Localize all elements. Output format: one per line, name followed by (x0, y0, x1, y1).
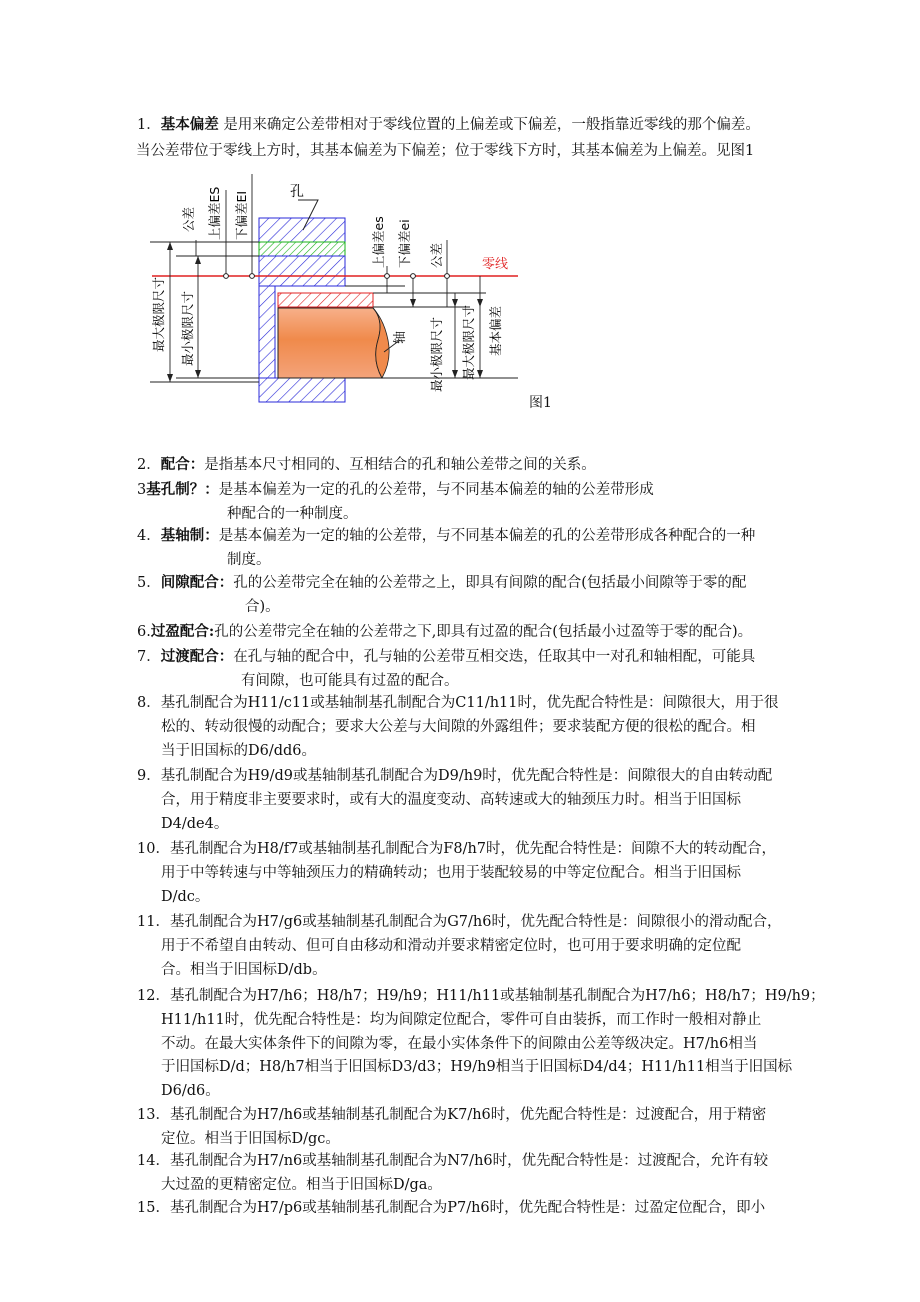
list-item-line (137, 886, 837, 910)
list-item (137, 690, 837, 763)
list-item-line (137, 789, 837, 813)
item-number: 9． (137, 768, 161, 784)
item-text: 用于不希望自由转动、但可自由移动和滑动并要求精密定位时，也可用于要求明确的定位配 (161, 938, 741, 954)
item-text: 在孔与轴的配合中，孔与轴的公差带互相交迭，任取其中一对孔和轴相配，可能具 (233, 649, 756, 665)
item-text: D6/d6。 (161, 1082, 220, 1099)
list-item (137, 836, 837, 909)
list-item-line (137, 690, 837, 716)
list-item-line (137, 836, 837, 862)
item-text: 合)。 (245, 599, 280, 615)
item-text: 是指基本尺寸相同的、互相结合的孔和轴公差带之间的关系。 (204, 457, 596, 473)
list-item (137, 570, 837, 620)
item-text: 不动。在最大实体条件下的间隙为零，在最小实体条件下的间隙由公差等级决定。H7/h6相当 (161, 1035, 758, 1052)
item-text: 基孔制配合为H7/h6或基轴制基孔制配合为K7/h6时，优先配合特性是：过渡配合，用于精密 (169, 1107, 767, 1123)
list-item-line (137, 1056, 837, 1080)
item-text: H11/h11时，优先配合特性是：均为间隙定位配合，零件可自由装拆，而工作时一般相对静止 (161, 1012, 762, 1028)
zero-line-label: 零线 (482, 257, 509, 272)
list-item (137, 763, 837, 836)
list-item-line (137, 549, 837, 573)
hole-label: 孔 (290, 184, 304, 200)
min-limit-right-label: 最小极限尺寸 (429, 316, 444, 392)
item-text: 合。相当于旧国标D/db。 (161, 961, 327, 978)
item-number: 6. (137, 624, 151, 640)
upper-dev-ES-label: 上偏差ES (207, 186, 222, 240)
item-number: 8． (137, 695, 161, 711)
intro-line-2: 当公差带位于零线上方时，其基本偏差为下偏差；位于零线下方时，其基本偏差为上偏差。见图1 (136, 143, 755, 159)
upper-dev-es-label: 上偏差es (371, 216, 386, 268)
lower-dev-ei-label: 下偏差ei (397, 219, 412, 268)
item-text: 基孔制配合为H7/g6或基轴制基孔制配合为G7/h6时，优先配合特性是：间隙很小的滑动配合， (169, 914, 782, 930)
min-limit-left-label: 最小极限尺寸 (180, 290, 195, 366)
item-text: 合，用于精度非主要要求时，或有大的温度变动、高转速或大的轴颈压力时。相当于旧国标 (161, 792, 741, 808)
list-item-line (137, 935, 837, 959)
list-item-line (137, 1102, 837, 1128)
item-number: 7． (137, 649, 161, 665)
list-item (137, 452, 837, 478)
term-basic-deviation: 基本偏差 (160, 116, 219, 133)
list-item (137, 909, 837, 982)
item-number: 13． (137, 1107, 170, 1123)
list-item-line (137, 523, 837, 549)
item-number: 1． (137, 117, 161, 133)
basic-size-label: 基本偏差 (488, 305, 503, 356)
list-item-line (137, 477, 837, 503)
item-text: 制度。 (227, 552, 271, 568)
item-term: 过渡配合： (160, 648, 234, 665)
list-item-line (137, 619, 837, 645)
list-item-line (137, 644, 837, 670)
item-text: 孔的公差带完全在轴的公差带之上，即具有间隙的配合(包括最小间隙等于零的配 (233, 575, 747, 591)
item-text: 有间隙，也可能具有过盈的配合。 (241, 673, 459, 689)
item-text: 孔的公差带完全在轴的公差带之下,即具有过盈的配合(包括最小过盈等于零的配合)。 (214, 624, 753, 640)
item-text: 松的、转动很慢的动配合；要求大公差与大间隙的外露组件；要求装配方便的很松的配合。相 (161, 719, 756, 735)
item-term: 基轴制： (160, 527, 219, 544)
item-text: 是基本偏差为一定的孔的公差带，与不同基本偏差的轴的公差带形成 (218, 482, 654, 498)
tolerance-right-label: 公差 (429, 242, 444, 268)
list-item (137, 523, 837, 573)
item-term: 过盈配合: (150, 623, 215, 640)
list-item (137, 1195, 837, 1221)
list-item-line (137, 909, 837, 935)
list-item-line (137, 1009, 837, 1033)
item-number: 15． (137, 1200, 170, 1216)
shaft-body (278, 308, 382, 378)
figure-caption: 图1 (529, 395, 552, 411)
shaft-tolerance-zone (278, 293, 373, 307)
item-number: 12． (137, 988, 170, 1004)
item-text: D/dc。 (161, 888, 210, 905)
item-text: 种配合的一种制度。 (227, 506, 358, 522)
list-item-line (137, 740, 837, 764)
lower-dev-EI-label: 下偏差EI (234, 190, 249, 240)
list-item (137, 983, 837, 1103)
item-text: 定位。相当于旧国标D/gc。 (161, 1131, 340, 1147)
list-item (137, 644, 837, 694)
hole-wall-bottom (259, 378, 345, 402)
item-text: 基孔制配合为H7/p6或基轴制基孔制配合为P7/h6时，优先配合特性是：过盈定位配合，即小 (169, 1200, 766, 1216)
item-number: 11． (137, 914, 170, 930)
list-item-line (137, 862, 837, 886)
list-item-line (137, 983, 837, 1009)
list-item (137, 477, 837, 527)
item-number: 3 (137, 482, 147, 498)
max-limit-right-label: 最大极限尺寸 (461, 304, 476, 380)
list-item-line (137, 1174, 837, 1198)
item-text: 当于旧国标的D6/dd6。 (161, 742, 317, 759)
item-text: 基孔制配合为H9/d9或基轴制基孔制配合为D9/h9时，优先配合特性是：间隙很大的自由转动配 (160, 768, 773, 784)
item-number: 2． (137, 457, 161, 473)
item-term: 配合： (160, 456, 205, 473)
item-term: 间隙配合： (160, 574, 234, 591)
item-text: 基孔制配合为H8/f7或基轴制基孔制配合为F8/h7时，优先配合特性是：间隙不大的转动配合， (169, 841, 777, 857)
item-text: 大过盈的更精密定位。相当于旧国标D/ga。 (161, 1177, 442, 1193)
item-number: 4． (137, 528, 161, 544)
intro-text: 是用来确定公差带相对于零线位置的上偏差或下偏差，一般指靠近零线的那个偏差。 (218, 117, 760, 133)
item-term: 基孔制？： (146, 481, 219, 498)
shaft-label: 轴 (393, 330, 408, 344)
item-text: D4/de4。 (161, 815, 229, 832)
list-item-line (137, 959, 837, 983)
list-item-line (137, 1195, 837, 1221)
tolerance-zone-figure (0, 0, 920, 420)
max-limit-left-label: 最大极限尺寸 (151, 276, 166, 352)
list-item-line (137, 716, 837, 740)
list-item-line (137, 570, 837, 596)
list-item-line (137, 596, 837, 620)
list-item-line (137, 452, 837, 478)
item-text: 基孔制配合为H7/h6；H8/h7；H9/h9；H11/h11或基轴制基孔制配合为H7/h6；H8/h7；H9/h9； (169, 988, 825, 1004)
item-number: 14． (137, 1153, 170, 1169)
item-number: 5． (137, 575, 161, 591)
list-item-line (137, 1148, 837, 1174)
item-text: 是基本偏差为一定的轴的公差带，与不同基本偏差的孔的公差带形成各种配合的一种 (218, 528, 756, 544)
list-item-line (137, 1033, 837, 1057)
item-text: 基孔制配合为H11/c11或基轴制基孔制配合为C11/h11时，优先配合特性是：间隙很大，用于很 (160, 695, 779, 711)
item-text: 于旧国标D/d；H8/h7相当于旧国标D3/d3；H9/h9相当于旧国标D4/d4；H11/h11相当于旧国标 (161, 1059, 793, 1075)
item-text: 基孔制配合为H7/n6或基轴制基孔制配合为N7/h6时，优先配合特性是：过渡配合，允许有较 (169, 1153, 769, 1169)
list-item-line (137, 763, 837, 789)
item-text: 用于中等转速与中等轴颈压力的精确转动；也用于装配较易的中等定位配合。相当于旧国标 (161, 865, 741, 881)
item-number: 10． (137, 841, 170, 857)
list-item-line (137, 1080, 837, 1104)
list-item (137, 1102, 837, 1152)
list-item (137, 1148, 837, 1198)
list-item (137, 619, 837, 645)
tolerance-left-label: 公差 (181, 206, 196, 232)
list-item-line (137, 813, 837, 837)
